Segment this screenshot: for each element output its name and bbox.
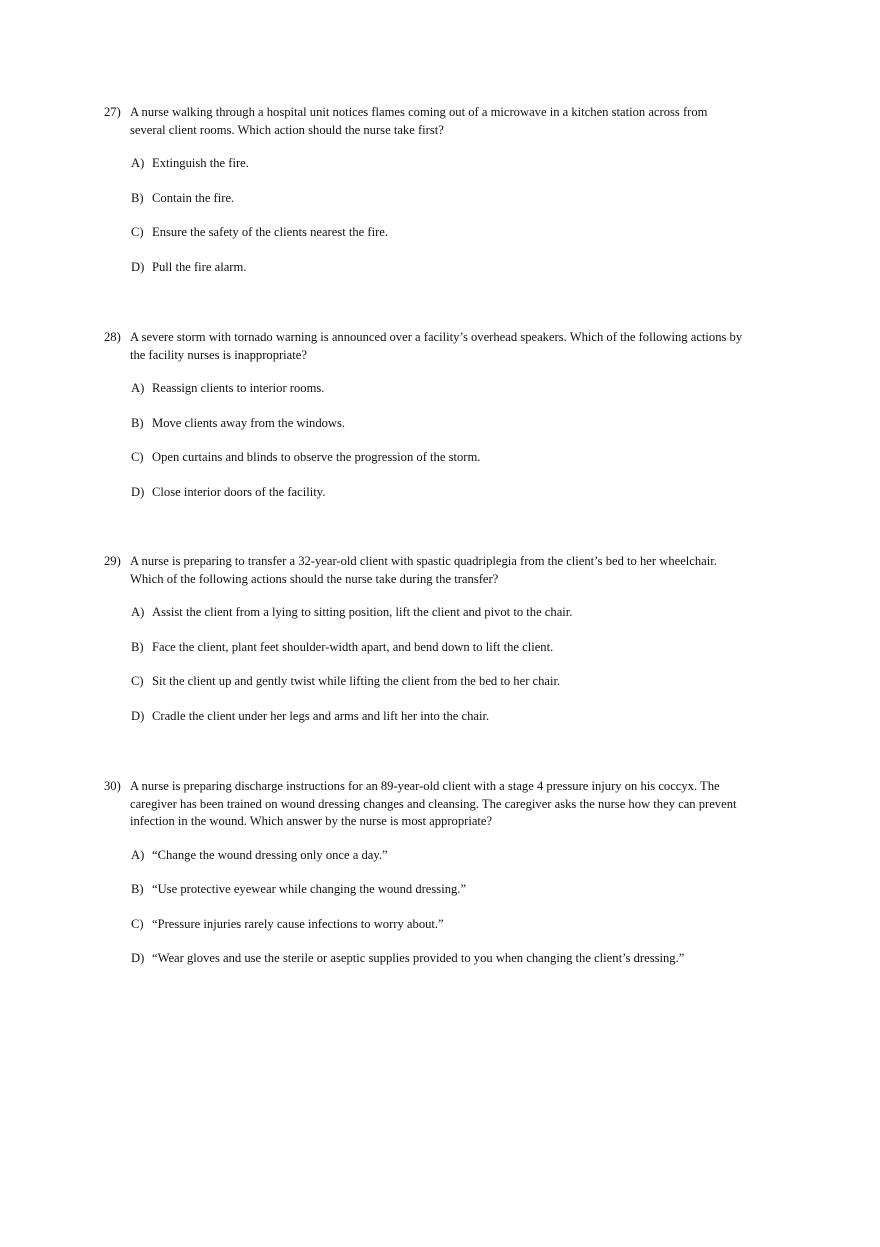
answer-option-a: [104, 847, 744, 865]
option-letter: C): [131, 674, 144, 688]
option-text: Assist the client from a lying to sitting position, lift the client and pivot to the chair.: [152, 605, 573, 619]
question-number: 28): [104, 330, 121, 344]
option-text: Extinguish the fire.: [152, 156, 249, 170]
option-letter: B): [131, 190, 144, 205]
answer-option-d: [104, 484, 744, 502]
option-text: “Pressure injuries rarely cause infections to worry about.”: [152, 916, 444, 931]
answer-option-a: [104, 380, 744, 398]
question-number: 29): [104, 554, 121, 568]
answer-option-c: [104, 673, 744, 691]
question-30: [104, 778, 744, 968]
answer-option-d: [104, 708, 744, 726]
answer-option-c: [104, 916, 744, 934]
option-text: Close interior doors of the facility.: [152, 484, 326, 499]
option-letter: D): [131, 259, 145, 274]
question-stem: [104, 778, 744, 831]
question-stem: [104, 104, 744, 139]
answer-option-b: [104, 881, 744, 899]
question-text: A nurse is preparing discharge instructions for an 89-year-old client with a stage 4 pressure injury on his coccyx. The caregiver has been trained on wound dressing changes and cleansing. The caregiver asks the nurse how they can prevent infection in the wound. Which answer by the nurse is most appropriate?: [130, 779, 737, 828]
question-stem: [104, 553, 744, 588]
option-letter: C): [131, 225, 144, 239]
question-number: 30): [104, 779, 121, 793]
answer-option-b: [104, 639, 744, 657]
option-text: Open curtains and blinds to observe the progression of the storm.: [152, 450, 481, 464]
question-stem: [104, 329, 744, 364]
option-text: “Use protective eyewear while changing the wound dressing.”: [152, 882, 467, 896]
answer-options: [104, 155, 744, 276]
option-letter: B): [131, 415, 144, 430]
option-text: Face the client, plant feet shoulder-width apart, and bend down to lift the client.: [152, 639, 554, 654]
question-27: [104, 104, 744, 276]
option-letter: D): [131, 708, 145, 723]
option-text: Contain the fire.: [152, 190, 235, 205]
answer-option-c: [104, 449, 744, 467]
option-letter: B): [131, 882, 144, 896]
question-text: A nurse walking through a hospital unit notices flames coming out of a microwave in a kitchen station across from several client rooms. Which action should the nurse take first?: [130, 105, 708, 137]
option-text: “Change the wound dressing only once a day.”: [152, 847, 388, 862]
option-letter: C): [131, 450, 144, 464]
question-29: [104, 553, 744, 725]
option-letter: A): [131, 381, 145, 395]
answer-options: [104, 847, 744, 968]
option-letter: D): [131, 484, 145, 499]
answer-option-d: [104, 259, 744, 277]
option-letter: A): [131, 847, 145, 862]
answer-options: [104, 380, 744, 501]
option-letter: D): [131, 951, 145, 965]
question-text: A severe storm with tornado warning is announced over a facility’s overhead speakers. Which of the following actions by the facility nurses is inappropriate?: [130, 330, 743, 362]
answer-option-a: [104, 604, 744, 622]
option-text: Cradle the client under her legs and arms and lift her into the chair.: [152, 708, 490, 723]
answer-option-d: [104, 950, 744, 968]
answer-option-b: [104, 190, 744, 208]
answer-options: [104, 604, 744, 725]
option-text: Pull the fire alarm.: [152, 259, 247, 274]
option-letter: C): [131, 916, 144, 931]
option-letter: A): [131, 605, 145, 619]
option-text: Sit the client up and gently twist while lifting the client from the bed to her chair.: [152, 674, 561, 688]
answer-option-a: [104, 155, 744, 173]
option-letter: A): [131, 156, 145, 170]
option-text: Reassign clients to interior rooms.: [152, 381, 325, 395]
question-text: A nurse is preparing to transfer a 32-year-old client with spastic quadriplegia from the client’s bed to her wheelchair. Which of the following actions should the nurse take during the transfer?: [130, 554, 717, 586]
option-text: “Wear gloves and use the sterile or aseptic supplies provided to you when changing the client’s dressing.”: [152, 951, 685, 965]
option-text: Ensure the safety of the clients nearest the fire.: [152, 225, 389, 239]
question-number: 27): [104, 105, 121, 119]
answer-option-c: [104, 224, 744, 242]
question-28: [104, 329, 744, 501]
option-letter: B): [131, 639, 144, 654]
answer-option-b: [104, 415, 744, 433]
option-text: Move clients away from the windows.: [152, 415, 346, 430]
